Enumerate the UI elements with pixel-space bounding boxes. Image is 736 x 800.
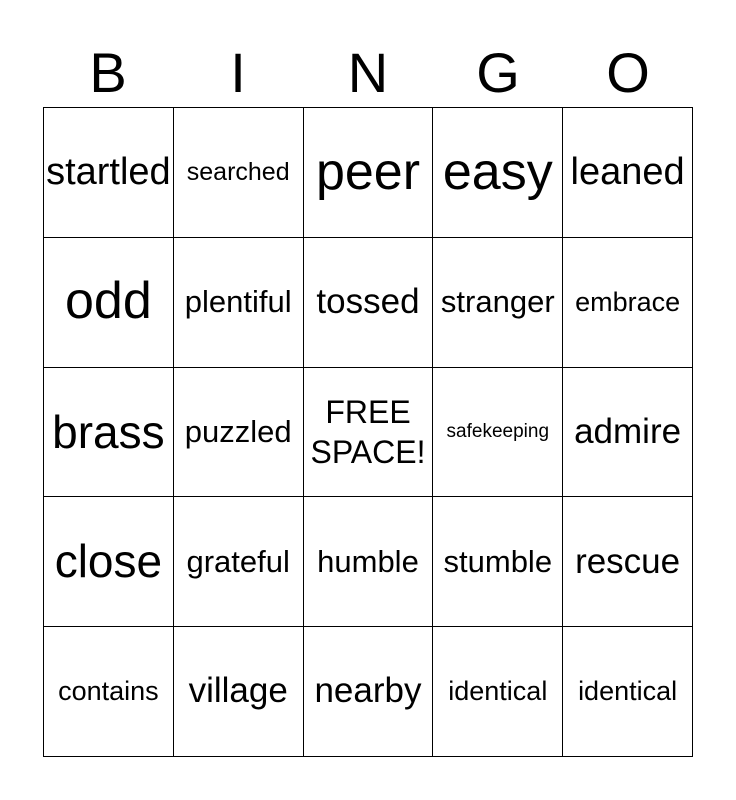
header-letter-n: N: [347, 41, 389, 104]
header-letter-g: G: [476, 41, 520, 104]
bingo-cell: odd: [44, 238, 174, 368]
bingo-cell: peer: [304, 108, 434, 238]
free-space-cell: FREE SPACE!: [304, 368, 434, 498]
bingo-board: [43, 107, 693, 757]
bingo-cell: brass: [44, 368, 174, 498]
bingo-cell: embrace: [563, 238, 693, 368]
bingo-cell: contains: [44, 627, 174, 757]
bingo-cell: searched: [174, 108, 304, 238]
bingo-cell: grateful: [174, 497, 304, 627]
bingo-header: [43, 38, 693, 108]
bingo-cell: safekeeping: [433, 368, 563, 498]
bingo-cell: identical: [433, 627, 563, 757]
bingo-cell: puzzled: [174, 368, 304, 498]
bingo-cell: stumble: [433, 497, 563, 627]
bingo-cell: humble: [304, 497, 434, 627]
header-letter-i: I: [230, 41, 246, 104]
header-letter-b: B: [89, 41, 127, 104]
bingo-cell: identical: [563, 627, 693, 757]
bingo-cell: leaned: [563, 108, 693, 238]
bingo-cell: close: [44, 497, 174, 627]
bingo-cell: tossed: [304, 238, 434, 368]
header-letter-o: O: [606, 41, 650, 104]
bingo-cell: plentiful: [174, 238, 304, 368]
bingo-cell: stranger: [433, 238, 563, 368]
bingo-cell: admire: [563, 368, 693, 498]
bingo-cell: rescue: [563, 497, 693, 627]
bingo-cell: easy: [433, 108, 563, 238]
bingo-cell: startled: [44, 108, 174, 238]
bingo-cell: nearby: [304, 627, 434, 757]
bingo-cell: village: [174, 627, 304, 757]
